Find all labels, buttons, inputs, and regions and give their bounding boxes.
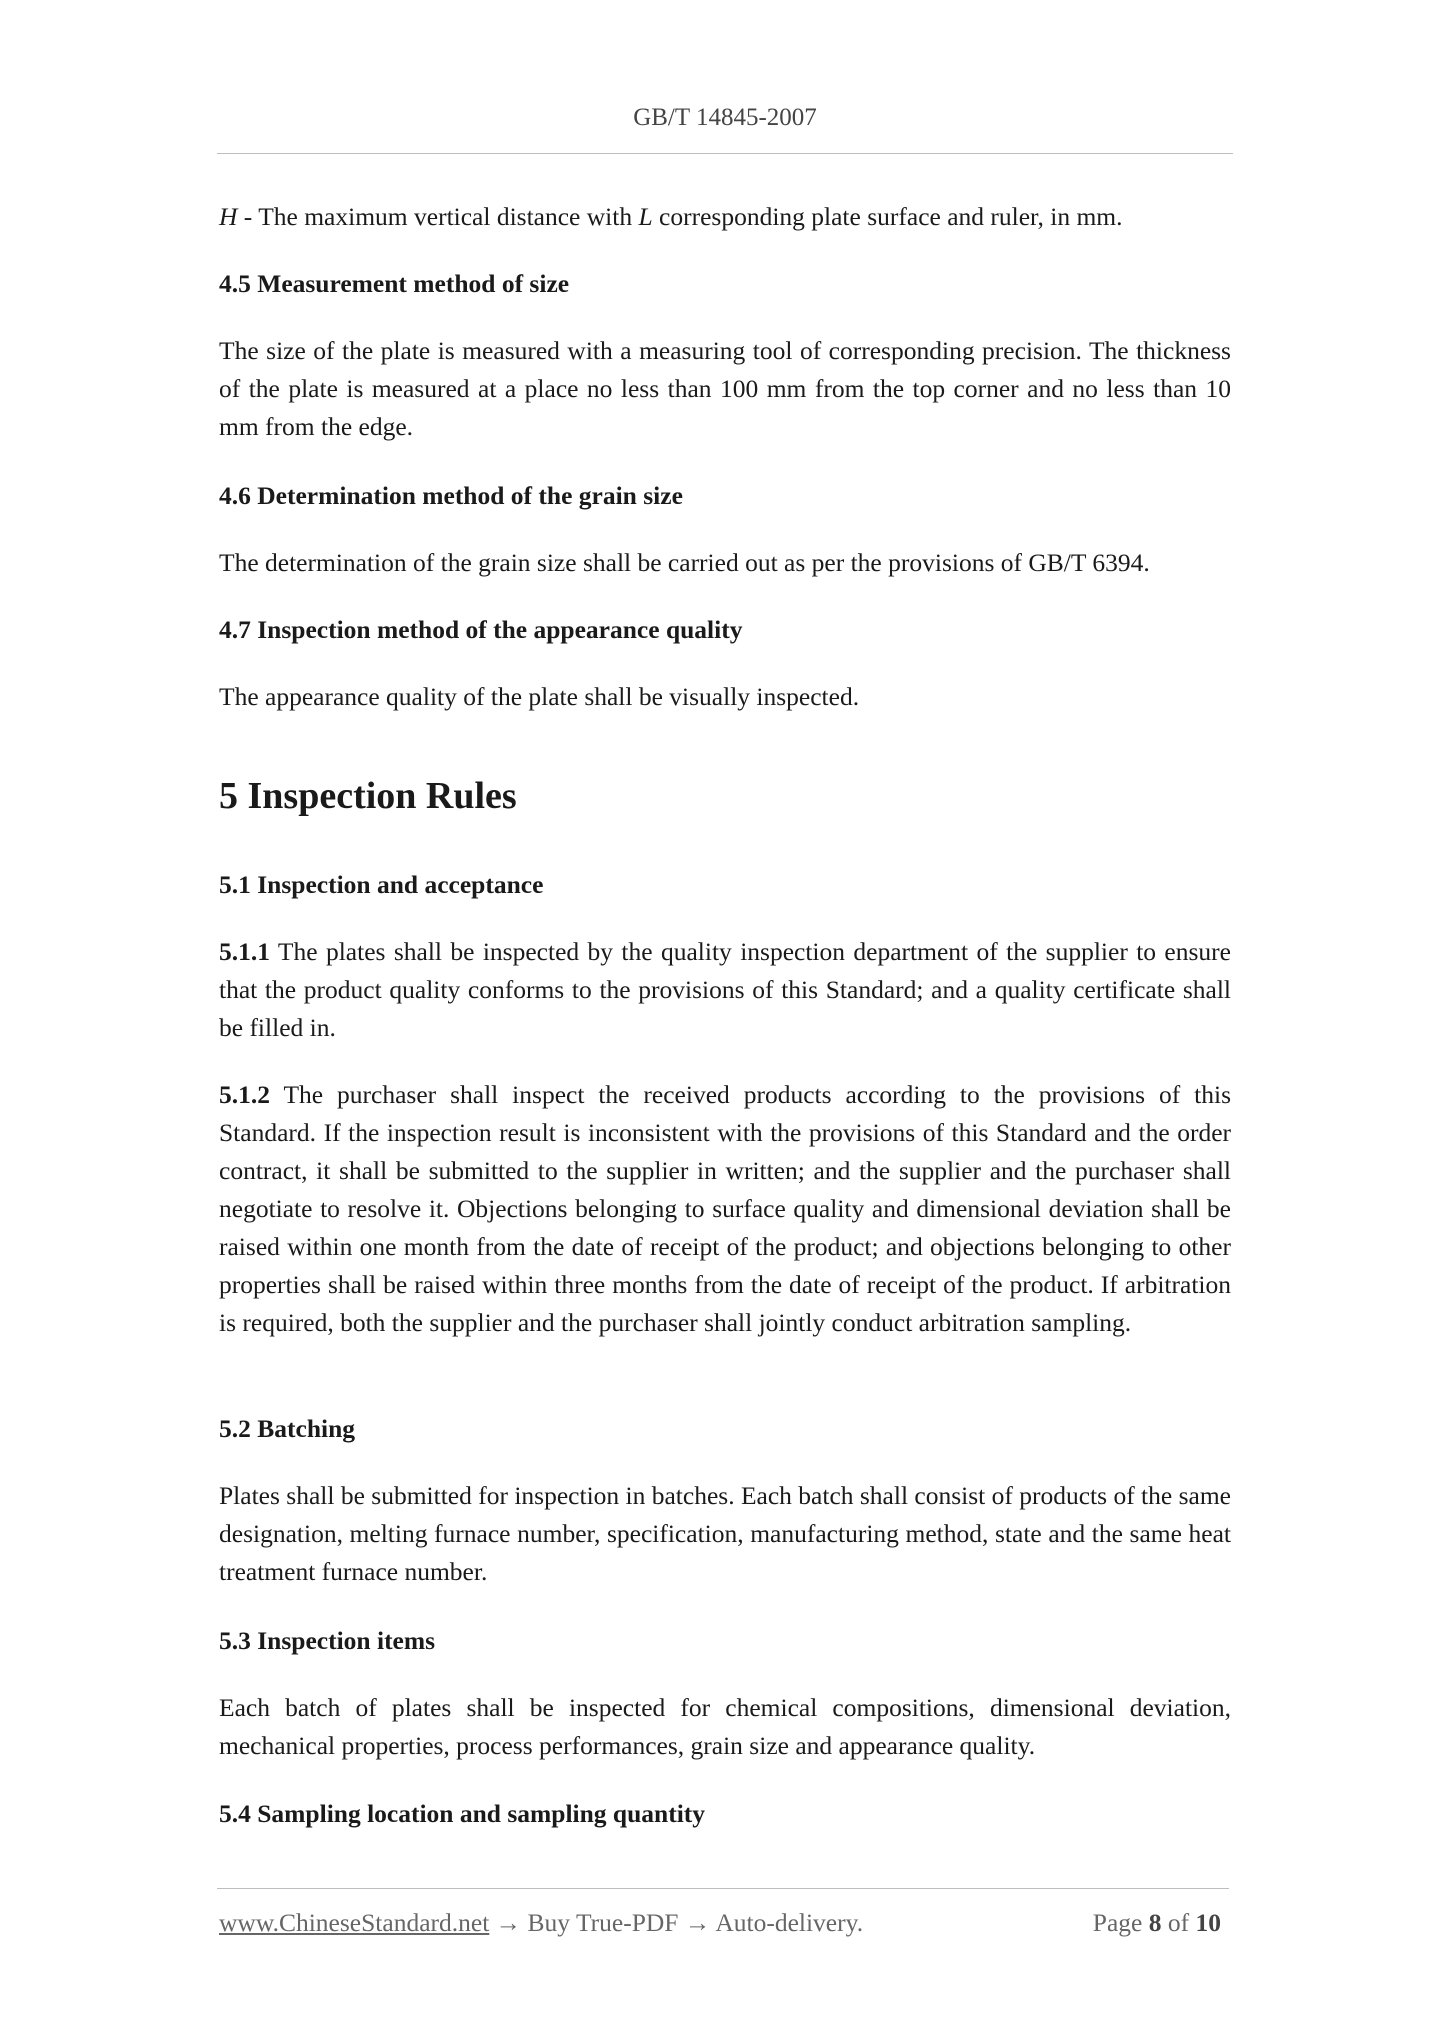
page-total: 10: [1195, 1908, 1221, 1937]
arrow-right-icon: →: [495, 1908, 522, 1937]
section-4-6-body: The determination of the grain size shall be carried out as per the provisions of GB/T 6394.: [219, 548, 1150, 577]
section-5-2-heading: 5.2 Batching: [219, 1414, 356, 1443]
section-5-4-heading: 5.4 Sampling location and sampling quantity: [219, 1799, 706, 1828]
chinesestandard-link[interactable]: www.ChineseStandard.net: [219, 1908, 490, 1937]
page-number: [1093, 1908, 1231, 1938]
section-5-1-2: [219, 1076, 1231, 1342]
var-l: L: [638, 202, 653, 231]
page-header-title: GB/T 14845-2007: [633, 104, 817, 131]
section-5-3-body: Each batch of plates shall be inspected for chemical compositions, dimensional deviation, mechanical properties, process performances, grain size and appearance quality.: [219, 1693, 1231, 1760]
section-4-7-heading: 4.7 Inspection method of the appearance quality: [219, 615, 743, 644]
page-current: 8: [1148, 1908, 1162, 1937]
section-5-1-1: [219, 933, 1231, 1047]
header-divider: [217, 153, 1233, 154]
section-5-1-1-body: The plates shall be inspected by the quality inspection department of the supplier to ensure that the product quality conforms to the provisions of this Standard; and a quality certificate shall be filled in.: [219, 937, 1231, 1042]
h-definition: [219, 198, 1123, 236]
page-label: Page: [1092, 1908, 1143, 1937]
page-of: of: [1167, 1908, 1190, 1937]
section-5-heading: 5 Inspection Rules: [219, 775, 517, 817]
buy-true-pdf-text: Buy True-PDF: [527, 1908, 679, 1937]
page-footer: [219, 1908, 1231, 1938]
section-4-6-heading: 4.6 Determination method of the grain size: [219, 481, 683, 510]
h-def-text-2: corresponding plate surface and ruler, in mm.: [652, 202, 1123, 231]
footer-left: [219, 1908, 863, 1938]
h-def-text-1: - The maximum vertical distance with: [237, 202, 639, 231]
footer-divider: [217, 1888, 1229, 1889]
section-4-5-body: The size of the plate is measured with a measuring tool of corresponding precision. The thickness of the plate is measured at a place no less than 100 mm from the top corner and no less than 10 mm from the edge.: [219, 336, 1231, 441]
section-5-3-heading: 5.3 Inspection items: [219, 1626, 436, 1655]
section-4-7-body: The appearance quality of the plate shall be visually inspected.: [219, 682, 860, 711]
arrow-right-icon: →: [684, 1908, 711, 1937]
section-5-1-heading: 5.1 Inspection and acceptance: [219, 870, 544, 899]
section-5-2-body: Plates shall be submitted for inspection in batches. Each batch shall consist of products of the same designation, melting furnace number, specification, manufacturing method, state and the same heat treatment furnace number.: [219, 1481, 1231, 1586]
auto-delivery-text: Auto-delivery.: [715, 1908, 864, 1937]
section-4-5-heading: 4.5 Measurement method of size: [219, 269, 570, 298]
section-5-1-2-number: 5.1.2: [219, 1080, 270, 1109]
section-5-1-2-body: The purchaser shall inspect the received products according to the provisions of this Standard. If the inspection result is inconsistent with the provisions of this Standard and the order contract, it shall be submitted to the supplier in written; and the supplier and the purchaser shall negotiate to resolve it. Objections belonging to surface quality and dimensional deviation shall be raised within one month from the date of receipt of the product; and objections belonging to other properties shall be raised within three months from the date of receipt of the product. If arbitration is required, both the supplier and the purchaser shall jointly conduct arbitration sampling.: [219, 1080, 1231, 1337]
var-h: H: [219, 202, 238, 231]
section-5-1-1-number: 5.1.1: [219, 937, 270, 966]
